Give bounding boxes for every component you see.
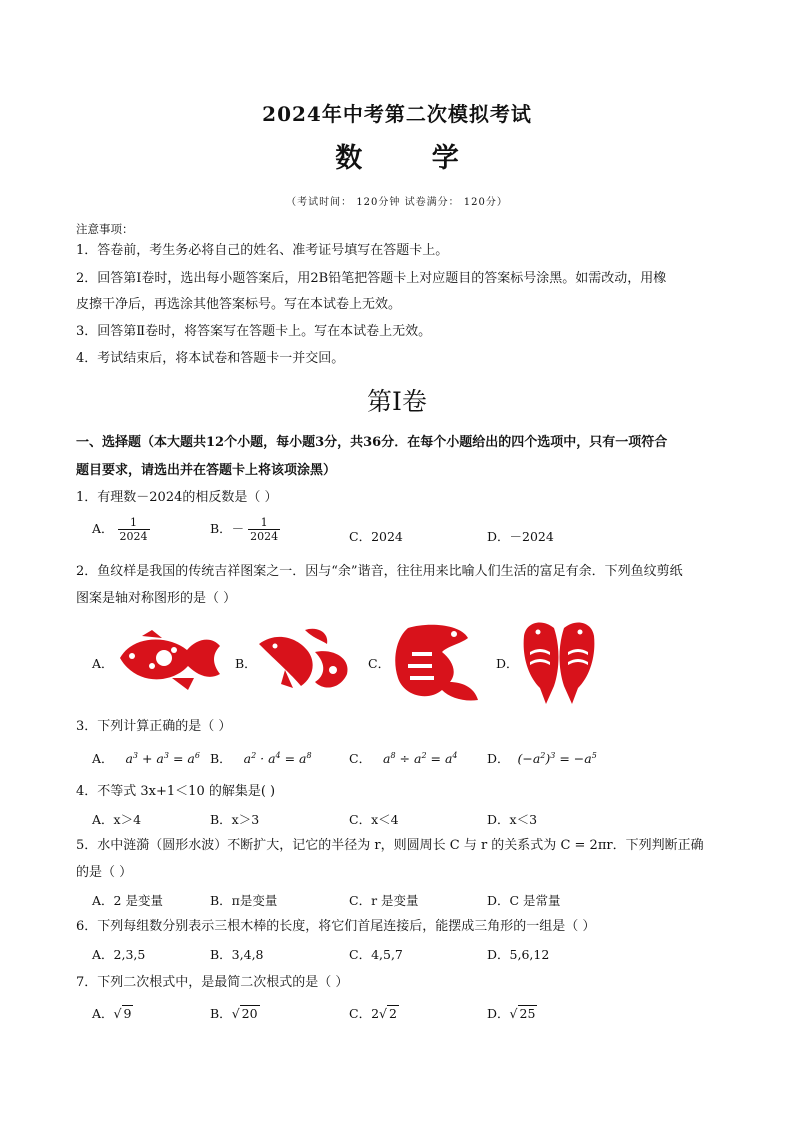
exam-title: 2024年中考第二次模拟考试 (262, 102, 532, 126)
q3-option-c[interactable] (349, 749, 458, 767)
radicand: 2 (389, 1006, 397, 1021)
radicand: 9 (123, 1006, 132, 1021)
option-label: D． (487, 751, 510, 766)
q5-option-c[interactable]: C．r 是变量 (349, 893, 419, 908)
expression: $(-a^2)^3 = -a^5$ (513, 750, 597, 766)
option-label: A． (92, 521, 114, 536)
section-heading-cont: 题目要求，请选出并在答题卡上将该项涂黑） (76, 463, 337, 478)
q2-option-b[interactable]: B． (235, 656, 257, 671)
note-item: 4．考试结束后，将本试卷和答题卡一并交回。 (76, 351, 345, 366)
q4-option-d[interactable]: D．x＜3 (487, 812, 538, 827)
q6-option-a[interactable]: A．2,3,5 (92, 947, 146, 962)
question-7-stem: 7．下列二次根式中，是最简二次根式的是（ ） (76, 975, 349, 990)
option-label: B．－ (210, 521, 245, 536)
q2-option-a[interactable]: A． (92, 656, 114, 671)
option-label: A． (92, 1006, 114, 1021)
note-item: 2．回答第Ⅰ卷时，选出每小题答案后，用2B铅笔把答题卡上对应题目的答案标号涂黑。如需改动，用橡 (76, 271, 667, 286)
notes-heading: 注意事项： (76, 222, 134, 236)
radicand: 20 (241, 1006, 258, 1021)
question-3-stem: 3．下列计算正确的是（ ） (76, 719, 232, 734)
q2-option-c[interactable]: C． (368, 656, 391, 671)
fish-papercut-b-icon (255, 622, 355, 694)
q5-option-d[interactable]: D．C 是常量 (487, 893, 561, 908)
q6-option-c[interactable]: C．4,5,7 (349, 947, 403, 962)
fish-papercut-a-icon (112, 628, 222, 692)
q7-option-a[interactable]: A．√ 9 (92, 1006, 132, 1021)
q5-option-b[interactable]: B．π是变量 (210, 893, 278, 908)
question-4-stem: 4．不等式 3x+1＜10 的解集是( ) (76, 784, 276, 799)
note-item: 1．答卷前，考生务必将自己的姓名、准考证号填写在答题卡上。 (76, 243, 449, 258)
exam-info: （考试时间： 120分钟 试卷满分： 120分） (286, 197, 508, 208)
question-1-stem: 1．有理数－2024的相反数是（ ） (76, 490, 278, 505)
question-2-stem-cont: 图案是轴对称图形的是（ ） (76, 591, 237, 606)
subject-title: 数 学 (335, 143, 489, 174)
note-item: 3．回答第Ⅱ卷时，将答案写在答题卡上。写在本试卷上无效。 (76, 324, 432, 339)
option-label: D． (487, 1006, 510, 1021)
option-label: C． (349, 751, 372, 766)
q7-option-d[interactable]: D．√ 25 (487, 1006, 536, 1021)
option-label: C．2 (349, 1006, 380, 1021)
question-5-stem-cont: 的是（ ） (76, 865, 133, 880)
question-6-stem: 6．下列每组数分别表示三根木棒的长度，将它们首尾连接后，能摆成三角形的一组是（ ） (76, 919, 596, 934)
q6-option-b[interactable]: B．3,4,8 (210, 947, 264, 962)
section-heading: 一、选择题（本大题共12个小题，每小题3分，共36分．在每个小题给出的四个选项中，只有一项符合 (76, 435, 668, 450)
q4-option-c[interactable]: C．x＜4 (349, 812, 399, 827)
radicand: 25 (519, 1006, 536, 1021)
option-label: A． (92, 751, 114, 766)
part-title: 第Ⅰ卷 (367, 387, 427, 416)
q4-option-b[interactable]: B．x＞3 (210, 812, 260, 827)
expression: $a^3 + a^3 = a^6$ (117, 750, 200, 766)
question-2-stem: 2．鱼纹样是我国的传统吉祥图案之一．因与“余”谐音，往往用来比喻人们生活的富足有余．下列鱼纹剪纸 (76, 564, 683, 579)
option-label: B． (210, 1006, 232, 1021)
fraction: $\frac{1}{2024}$ (119, 516, 148, 543)
q3-option-a[interactable] (92, 749, 200, 767)
q1-option-c[interactable]: C．2024 (349, 529, 403, 544)
expression: $a^8 \div a^2 = a^4$ (375, 750, 458, 766)
q3-option-b[interactable] (210, 749, 312, 767)
expression: $a^2 \cdot a^4 = a^8$ (235, 750, 312, 766)
q7-option-b[interactable]: B．√ 20 (210, 1006, 258, 1021)
q4-option-a[interactable]: A．x＞4 (92, 812, 142, 827)
q6-option-d[interactable]: D．5,6,12 (487, 947, 550, 962)
q2-option-d[interactable]: D． (496, 656, 519, 671)
fraction: $\frac{1}{2024}$ (250, 516, 279, 543)
q5-option-a[interactable]: A．2 是变量 (92, 893, 163, 908)
q3-option-d[interactable] (487, 749, 597, 767)
q1-option-a[interactable] (92, 516, 150, 543)
q7-option-c[interactable]: C．2√ 2 (349, 1006, 397, 1021)
option-label: B． (210, 751, 232, 766)
q1-option-d[interactable]: D．－2024 (487, 529, 554, 544)
fish-papercut-c-icon (388, 622, 480, 706)
question-5-stem: 5．水中涟漪（圆形水波）不断扩大，记它的半径为 r，则圆周长 C 与 r 的关系式为 C = 2πr．下列判断正确 (76, 838, 704, 853)
note-item: 皮擦干净后，再选涂其他答案标号。写在本试卷上无效。 (76, 297, 402, 312)
q1-option-b[interactable] (210, 516, 280, 543)
fish-papercut-d-icon (516, 616, 602, 706)
